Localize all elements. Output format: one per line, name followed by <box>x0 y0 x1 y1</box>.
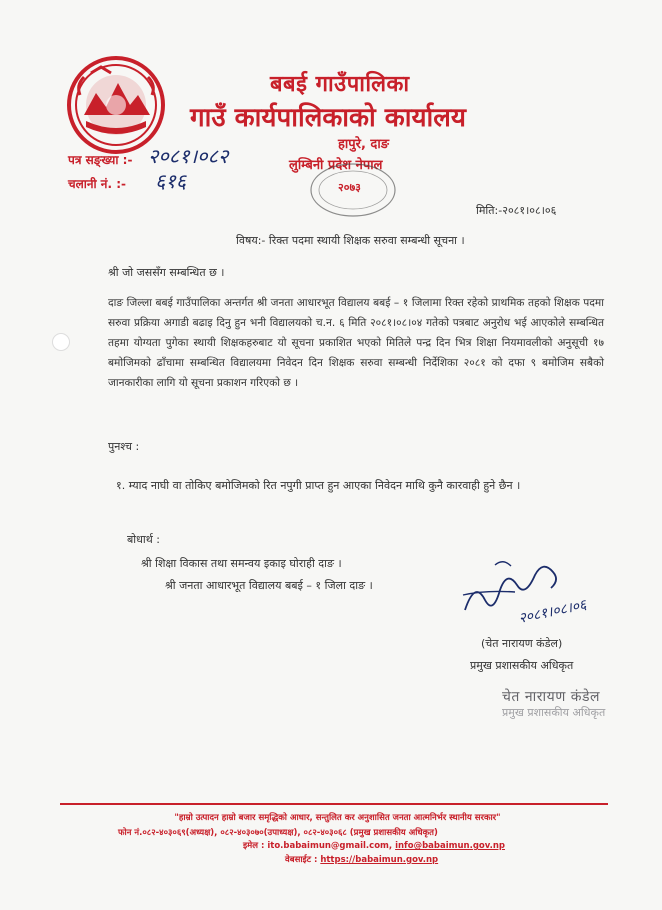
municipality-emblem-logo <box>66 55 166 155</box>
name-stamp-title: प्रमुख प्रशासकीय अधिकृत <box>502 706 606 719</box>
signature-date: २०८१।०८।०६ <box>517 597 588 627</box>
footer-motto: "हाम्रो उत्पादन हाम्रो बजार समृद्धिको आधार, सन्तुलित कर अनुशासित जनता आत्मनिर्भर स्थानीय सरकार" <box>174 813 501 823</box>
signer-title: प्रमुख प्रशासकीय अधिकृत <box>470 659 574 672</box>
chalani-label: चलानी नं. :- <box>68 177 126 191</box>
cc-recipient-2: श्री जनता आधारभूत विद्यालय बबई – १ जिला दाङ । <box>165 579 373 592</box>
province-name: लुम्बिनी प्रदेश नेपाल <box>289 158 383 173</box>
letter-date: मिति:-२०८१।०८।०६ <box>476 204 557 217</box>
footer-email-line <box>243 840 505 851</box>
patra-sankhya-label: पत्र सङ्ख्या :- <box>68 153 133 167</box>
footer-phone: फोन नं.०८२-४०३०६९(अध्यक्ष), ०८२-४०३०७०(उपाध्यक्ष), ०८२-४०३०६८ (प्रमुख प्रशासकीय अधिकृत) <box>118 828 438 838</box>
stamp-year: २०७३ <box>338 181 361 194</box>
footer-website-line <box>285 854 438 865</box>
patra-sankhya-value: २०८१।०८२ <box>148 144 229 168</box>
website-link[interactable]: https://babaimun.gov.np <box>320 855 439 865</box>
salutation: श्री जो जससँग सम्बन्धित छ । <box>108 266 225 279</box>
office-address: हापुरे, दाङ <box>338 137 389 152</box>
chalani-value: ६१६ <box>155 169 187 193</box>
footer-divider <box>60 803 608 805</box>
email-primary[interactable]: ito.babaimun@gmail.com, <box>267 841 393 851</box>
name-stamp: चेत नारायण कंडेल <box>502 689 600 705</box>
email-label: इमेल : <box>243 841 265 851</box>
website-label: वेबसाईट : <box>285 855 318 865</box>
postscript-point-1: १. म्याद नाघी वा तोकिए बमोजिमको रित नपुगी प्राप्त हुन आएका निवेदन माथि कुनै कारवाही हुने छैन । <box>116 479 521 492</box>
letter-subject: विषय:- रिक्त पदमा स्थायी शिक्षक सरुवा सम्बन्धी सूचना । <box>236 234 465 247</box>
letter-body: दाङ जिल्ला बबई गाउँपालिका अन्तर्गत श्री जनता आधारभूत विद्यालय बबई – १ जिलामा रिक्त रहेको प्राथमिक तहको शिक्षक पदमा सरुवा प्रक्रिया अगाडी बढाइ दिनु हुन भनी विद्यालयको च.न. ६ मिति २०८१।०८।०४ गतेको पत्रबाट अनुरोध भई आएकोले सम्बन्धित तहमा योग्यता पुगेका स्थायी शिक्षकहरुबाट यो सूचना प्रकाशित भएको मितिले पन्द्र दिन भित्र शिक्षा नियमावलीको अनुसूची १७ बमोजिमको ढाँचामा सम्बन्धित विद्यालयमा निवेदन दिन शिक्षक सरुवा सम्बन्धी निर्देशिका २०८१ को दफा ९ बमोजिम सबैको जानकारीका लागि यो सूचना प्रकाशन गरिएको छ । <box>108 297 604 389</box>
signer-name: (चेत नारायण कंडेल) <box>481 637 563 650</box>
email-info-link[interactable]: info@babaimun.gov.np <box>395 841 505 851</box>
municipality-name: बबई गाउँपालिका <box>270 72 410 97</box>
punch-hole <box>52 333 70 351</box>
cc-recipient-1: श्री शिक्षा विकास तथा समन्वय इकाइ घोराही दाङ । <box>141 557 342 570</box>
cc-label: बोधार्थ : <box>127 533 160 546</box>
office-name: गाउँ कार्यपालिकाको कार्यालय <box>190 103 466 133</box>
postscript-label: पुनश्च : <box>108 440 140 453</box>
